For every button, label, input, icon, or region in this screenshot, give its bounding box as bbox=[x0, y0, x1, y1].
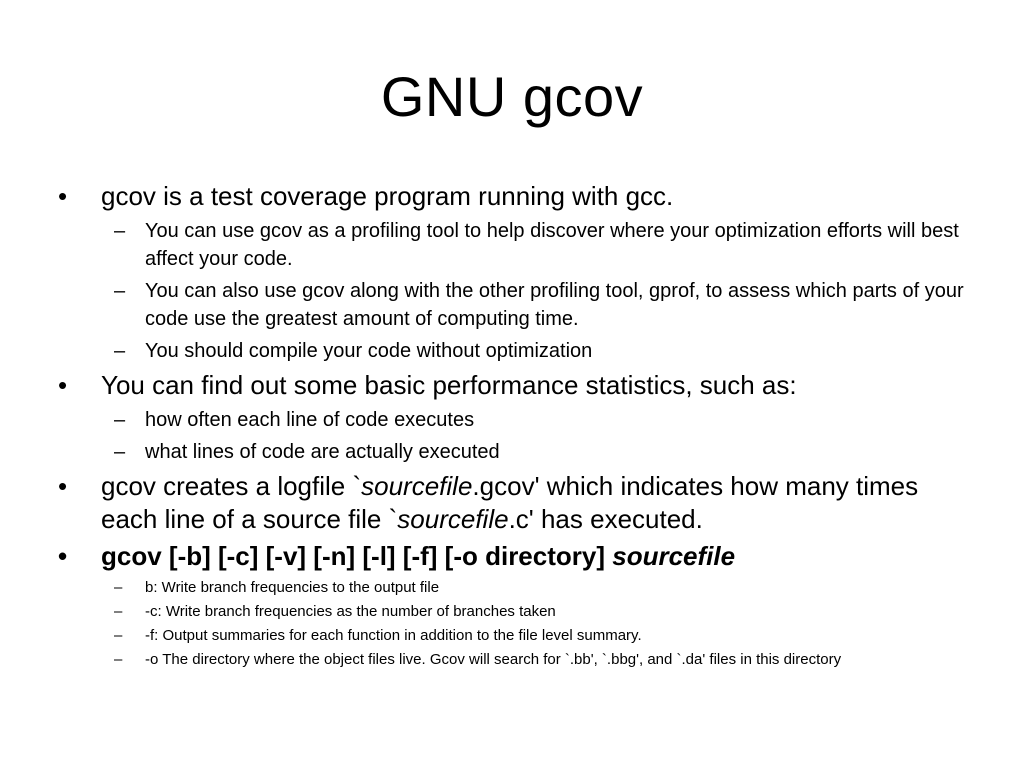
bullet-icon: • bbox=[58, 370, 68, 400]
option-item: – -c: Write branch frequencies as the number of branches taken bbox=[114, 603, 556, 620]
sub-bullet: – how often each line of code executes bbox=[58, 406, 968, 434]
bullet-gcov-intro: • gcov is a test coverage program running with gcc. bbox=[58, 181, 674, 211]
bullet-logfile: • gcov creates a logfile `sourcefile.gcov' which indicates how many times each line of a source file `sourcefile.c' has executed. bbox=[58, 471, 919, 534]
slide-title: GNU gcov bbox=[380, 65, 644, 128]
sub-bullet: – You can also use gcov along with the other profiling tool, gprof, to assess which parts of your code use the greatest amount of computing time. bbox=[58, 277, 968, 333]
dash-icon: – bbox=[114, 627, 123, 644]
dash-icon: – bbox=[114, 651, 123, 668]
bullet-command-syntax: • gcov [-b] [-c] [-v] [-n] [-l] [-f] [-o directory] sourcefile bbox=[58, 541, 736, 571]
sub-bullet: – You can use gcov as a profiling tool to help discover where your optimization efforts will best affect your code. bbox=[58, 217, 968, 273]
bullet-icon: • bbox=[58, 541, 68, 571]
dash-icon: – bbox=[114, 441, 126, 463]
sub-bullet: – what lines of code are actually executed bbox=[58, 438, 968, 466]
bullet-icon: • bbox=[58, 181, 68, 211]
option-item: – -o The directory where the object files live. Gcov will search for `.bb', `.bbg', and `.da' files in this directory bbox=[114, 651, 842, 668]
dash-icon: – bbox=[114, 409, 126, 431]
dash-icon: – bbox=[114, 340, 126, 362]
option-item: – -f: Output summaries for each function in addition to the file level summary. bbox=[114, 627, 642, 644]
dash-icon: – bbox=[114, 280, 126, 302]
option-item: – b: Write branch frequencies to the output file bbox=[114, 579, 440, 596]
slide-body bbox=[58, 180, 968, 673]
dash-icon: – bbox=[114, 220, 126, 242]
sub-bullet: – You should compile your code without optimization bbox=[58, 337, 968, 365]
dash-icon: – bbox=[114, 579, 123, 596]
bullet-icon: • bbox=[58, 471, 68, 501]
bullet-performance-stats: • You can find out some basic performance statistics, such as: bbox=[58, 370, 797, 400]
dash-icon: – bbox=[114, 603, 123, 620]
